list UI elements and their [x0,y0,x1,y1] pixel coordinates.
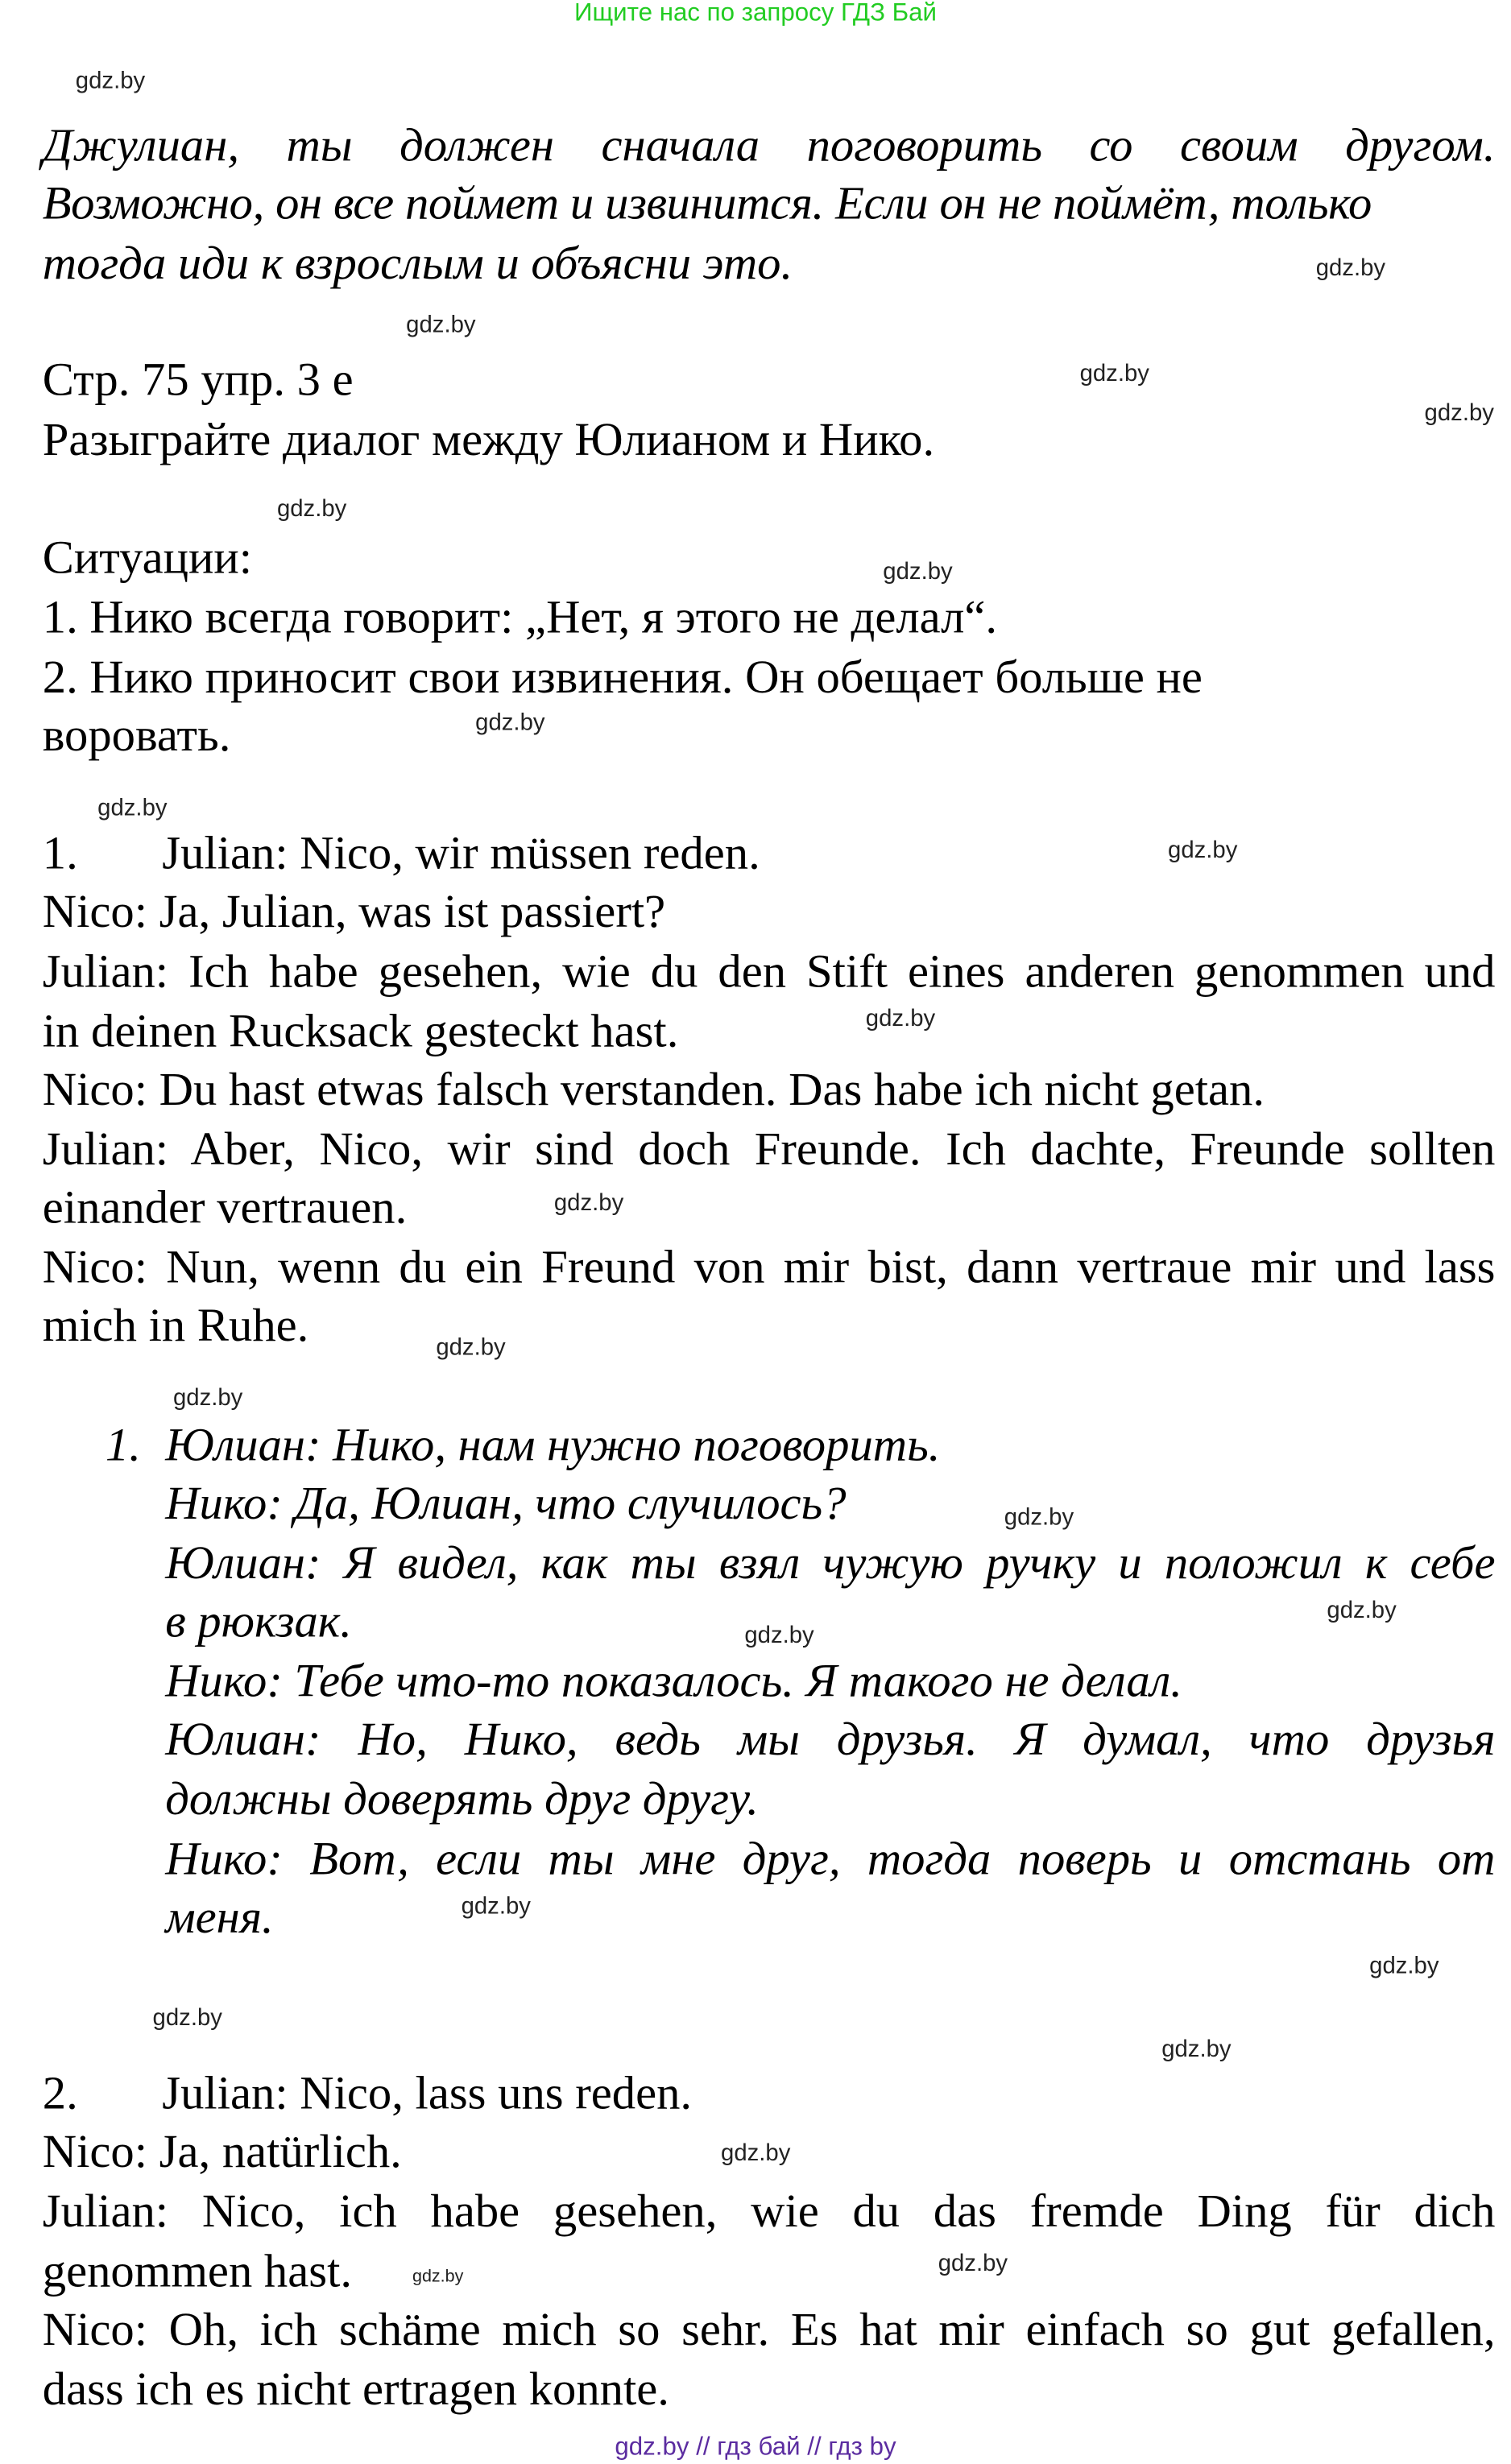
dialogue-line: Julian: Nico, ich habe gesehen, wie du das fremde Ding für dich [42,2185,1496,2238]
watermark: gdz.by [1327,1597,1397,1624]
translation-line: должны доверять друг другу. [165,1773,759,1825]
translation-number: 1. [105,1419,141,1472]
watermark: gdz.by [744,1622,814,1650]
search-hint-banner: Ищите нас по запросу ГДЗ Бай [573,0,938,27]
footer-links[interactable]: gdz.by // гдз бай // гдз by [615,2434,896,2462]
dialogue-line: dass ich es nicht ertragen konnte. [42,2363,669,2416]
watermark: gdz.by [406,311,476,339]
dialogue-line: einander vertrauen. [42,1181,408,1234]
dialogue-line: mich in Ruhe. [42,1300,309,1352]
dialogue-line: Nico: Du hast etwas falsch verstanden. Das habe ich nicht getan. [42,1064,1265,1116]
dialogue-line: Julian: Nico, wir müssen reden. [162,827,760,880]
intro-line: Джулиан, ты должен сначала поговорить со своим другом. [42,119,1496,172]
translation-line: в рюкзак. [165,1595,352,1648]
intro-line: Возможно, он все поймет и извинится. Если он не поймёт, только [42,177,1372,230]
translation-line: Нико: Вот, если ты мне друг, тогда поверь и отстань от [165,1833,1496,1886]
translation-line: Юлиан: Нико, нам нужно поговорить. [165,1419,941,1472]
dialogue-line: Nico: Nun, wenn du ein Freund von mir bist, dann vertraue mir und lass [42,1241,1496,1294]
watermark: gdz.by [865,1005,936,1032]
situation-item: 1. Нико всегда говорит: „Нет, я этого не делал“. [42,591,998,644]
watermark: gdz.by [152,2004,222,2032]
dialogue-line: Julian: Aber, Nico, wir sind doch Freunde. Ich dachte, Freunde sollten [42,1123,1496,1176]
dialogue-number: 1. [42,827,78,880]
dialogue-line: Julian: Ich habe gesehen, wie du den Stift eines anderen genommen und [42,945,1496,998]
watermark: gdz.by [276,495,347,523]
watermark: gdz.by [553,1189,624,1217]
situation-item: воровать. [42,709,231,762]
situation-item: 2. Нико приносит свои извинения. Он обещает больше не [42,651,1203,704]
translation-line: Нико: Да, Юлиан, что случилось? [165,1477,847,1530]
dialogue-line: Nico: Ja, natürlich. [42,2126,402,2178]
dialogue-line: genommen hast. [42,2245,353,2298]
watermark: gdz.by [436,1334,506,1362]
translation-line: Юлиан: Но, Нико, ведь мы друзья. Я думал, что друзья [165,1714,1496,1766]
watermark: gdz.by [412,2268,464,2287]
watermark: gdz.by [1168,837,1238,864]
watermark: gdz.by [883,558,953,585]
watermark: gdz.by [1315,254,1386,282]
watermark: gdz.by [97,794,168,822]
dialogue-line: Nico: Oh, ich schäme mich so sehr. Es hat mir einfach so gut gefallen, [42,2303,1496,2356]
watermark: gdz.by [461,1892,531,1920]
situations-title: Ситуации: [42,531,253,585]
watermark: gdz.by [1004,1504,1074,1532]
dialogue-line: Nico: Ja, Julian, was ist passiert? [42,886,666,938]
watermark: gdz.by [938,2250,1008,2277]
watermark: gdz.by [475,709,545,737]
dialogue-line: in deinen Rucksack gesteckt hast. [42,1005,679,1058]
dialogue-number: 2. [42,2067,78,2120]
watermark: gdz.by [1161,2036,1232,2063]
intro-line: тогда иди к взрослым и объясни это. [42,238,793,290]
task-text: Разыграйте диалог между Юлианом и Нико. [42,413,935,466]
watermark: gdz.by [721,2139,791,2167]
translation-line: меня. [165,1891,274,1944]
watermark: gdz.by [75,68,146,95]
translation-line: Нико: Тебе что-то показалось. Я такого не делал. [165,1655,1182,1708]
translation-line: Юлиан: Я видел, как ты взял чужую ручку и положил к себе [165,1537,1496,1590]
watermark: gdz.by [1424,399,1494,427]
watermark: gdz.by [1079,360,1149,387]
watermark: gdz.by [172,1384,243,1412]
watermark: gdz.by [1369,1953,1439,1980]
exercise-heading: Стр. 75 упр. 3 е [42,353,354,407]
dialogue-line: Julian: Nico, lass uns reden. [162,2067,693,2120]
